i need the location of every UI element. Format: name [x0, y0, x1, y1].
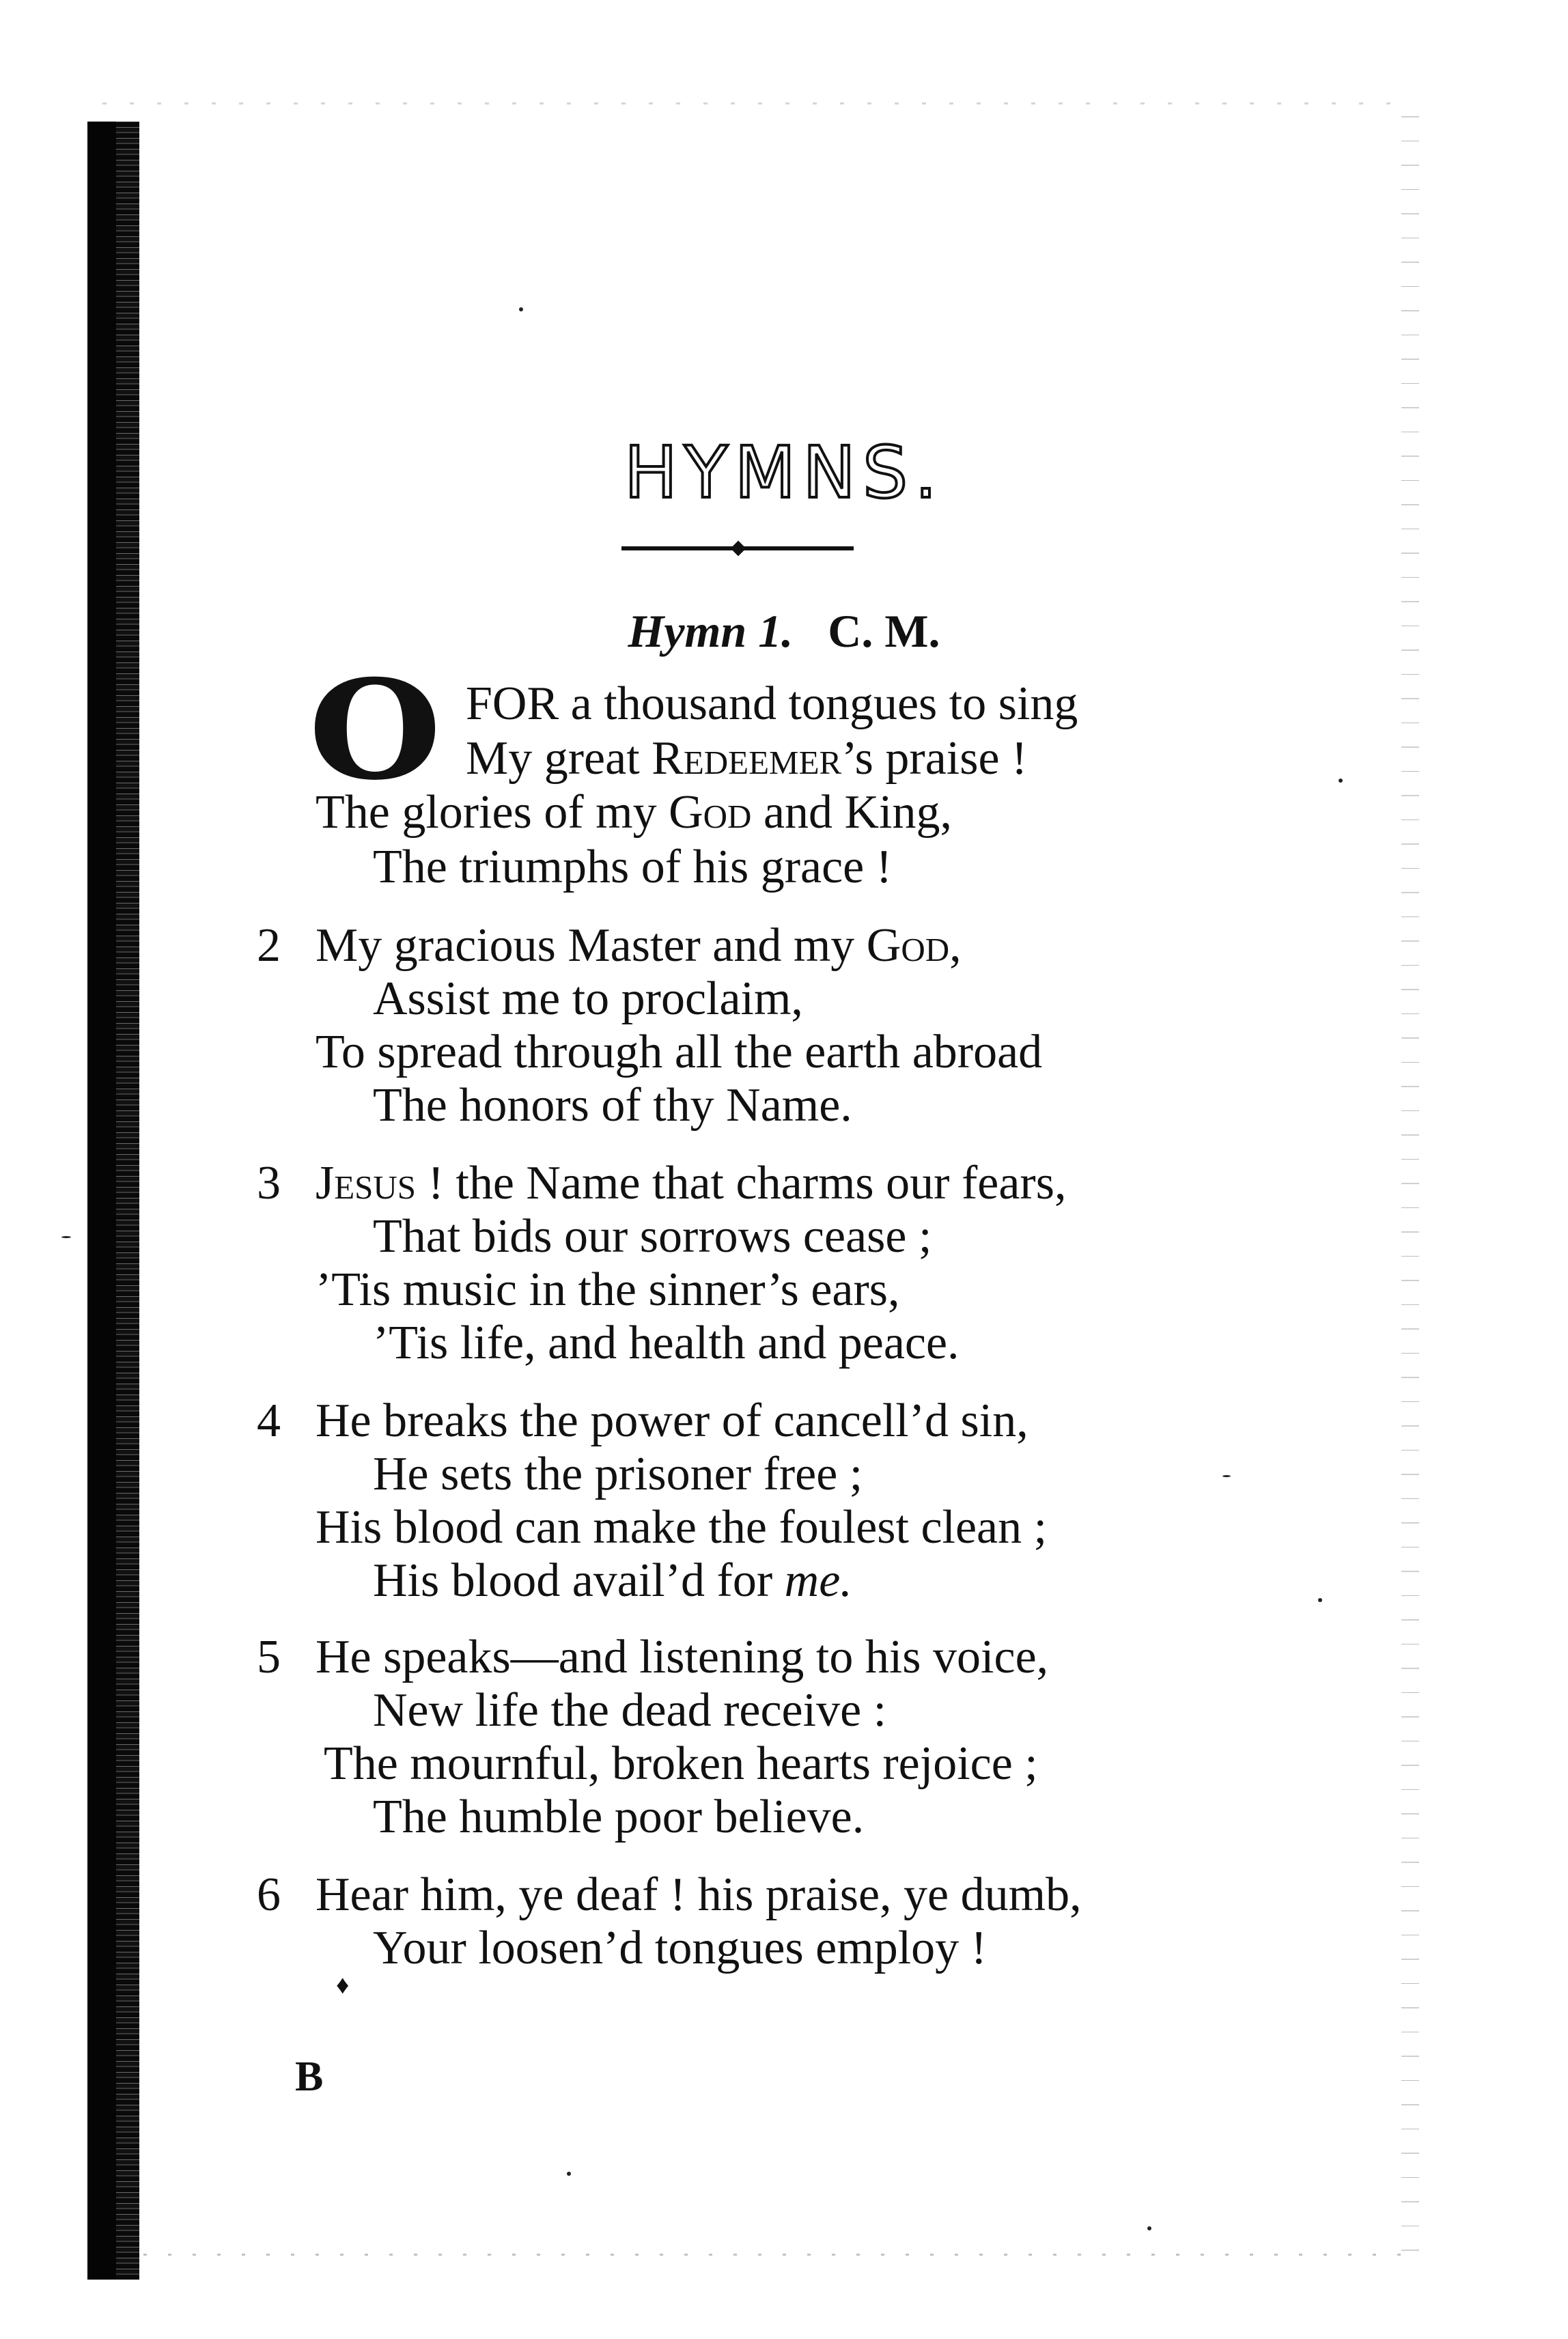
verse-line: My great Redeemer’s praise !	[466, 732, 1028, 785]
hymn-meter: C. M.	[828, 605, 940, 657]
stanza-number: 3	[257, 1157, 281, 1209]
scan-speck	[61, 1236, 71, 1238]
verse-line: He speaks—and listening to his voice,	[316, 1631, 1049, 1683]
verse-line: ’Tis life, and health and peace.	[373, 1317, 960, 1369]
rule-diamond-ornament	[731, 541, 746, 557]
verse-line: He breaks the power of cancell’d sin,	[316, 1395, 1028, 1447]
stanza-number: 5	[257, 1631, 281, 1683]
page-edge-top	[102, 102, 1414, 104]
verse-line: FOR a thousand tongues to sing	[466, 677, 1078, 730]
page-edge-bottom	[143, 2254, 1414, 2256]
verse-line: Your loosen’d tongues employ !	[373, 1922, 987, 1974]
verse-line: To spread through all the earth abroad	[316, 1026, 1043, 1078]
stanza-number: 6	[257, 1868, 281, 1921]
verse-line: His blood can make the foulest clean ;	[316, 1501, 1048, 1554]
verse-line: His blood avail’d for me.	[373, 1554, 852, 1607]
drop-cap: O	[308, 650, 442, 811]
scan-speck	[567, 2172, 571, 2176]
verse-line: New life the dead receive :	[373, 1684, 887, 1737]
scan-speck	[1339, 779, 1343, 783]
diamond-ornament-icon: ♦	[336, 1971, 350, 2000]
hymn-heading	[0, 605, 1568, 657]
verse-line: The glories of my God and King,	[316, 786, 953, 839]
running-title: HYMNS.	[624, 431, 944, 514]
verse-line: My gracious Master and my God,	[316, 919, 962, 972]
verse-line: The honors of thy Name.	[373, 1079, 852, 1132]
verse-line: That bids our sorrows cease ;	[373, 1210, 932, 1263]
signature-mark: B	[295, 2054, 324, 2100]
verse-line: The humble poor believe.	[373, 1791, 865, 1843]
verse-line: The mournful, broken hearts rejoice ;	[324, 1737, 1038, 1790]
verse-line: ’Tis music in the sinner’s ears,	[316, 1263, 900, 1316]
verse-line: Hear him, ye deaf ! his praise, ye dumb,	[316, 1868, 1082, 1921]
stanza-number: 2	[257, 919, 281, 972]
hymn-number: Hymn 1.	[628, 605, 794, 657]
scan-speck	[1147, 2226, 1151, 2230]
stanza-number: 4	[257, 1395, 281, 1447]
scan-speck	[1222, 1475, 1231, 1477]
scan-speck	[519, 307, 523, 311]
scan-speck	[1318, 1598, 1322, 1602]
verse-line: The triumphs of his grace !	[373, 841, 893, 893]
verse-line: Assist me to proclaim,	[373, 972, 803, 1025]
verse-line: Jesus ! the Name that charms our fears,	[316, 1157, 1067, 1209]
verse-line: He sets the prisoner free ;	[373, 1448, 863, 1500]
page-edge-right	[1401, 102, 1419, 2274]
